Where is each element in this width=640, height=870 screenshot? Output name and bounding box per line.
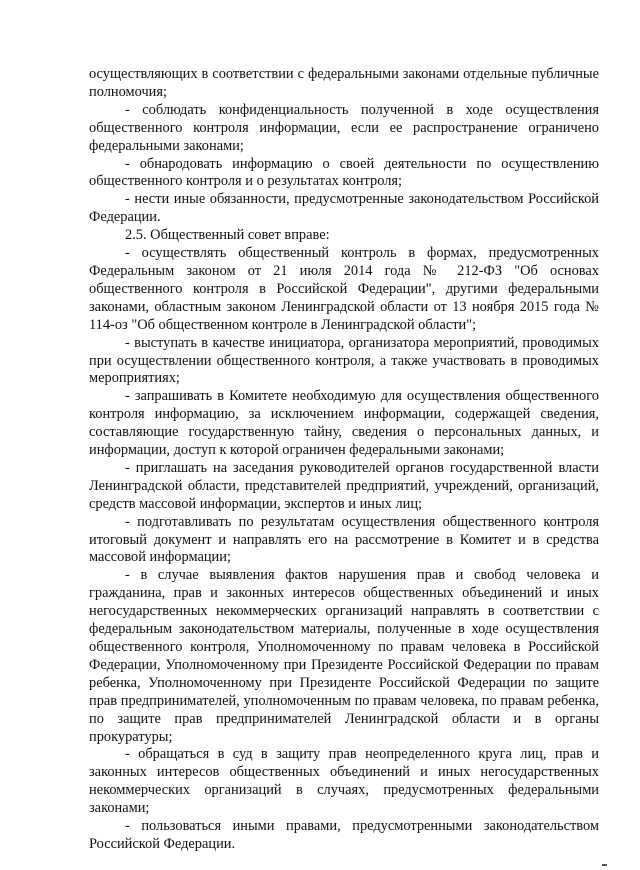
list-item-final-document: - подготавливать по результатам осуществления общественного контроля итоговый документ и направлять его на рассмотрение в Комитет и в средства массовой информации; <box>89 513 599 566</box>
list-item-public-control-forms: - осуществлять общественный контроль в формах, предусмотренных Федеральным законом от 21 июля 2014 года № 212-ФЗ "Об основах общественного контроля в Российской Федерации", другими федеральными законами, областным законом Ленинградской области от 13 ноября 2015 года № 114-оз "Об общественном контроле в Ленинградской области"; <box>89 245 599 333</box>
list-item-invite: - приглашать на заседания руководителей органов государственной власти Ленинградской области, представителей предприятий, учреждений, организаций, средств массовой информации, экспертов и иных лиц; <box>89 459 599 512</box>
list-item-other-rights: - пользоваться иными правами, предусмотренными законодательством Российской Федерации. <box>89 818 599 852</box>
list-item-confidentiality: - соблюдать конфиденциальность полученной в ходе осуществления общественного контроля информации, если ее распространение ограничено федеральными законами; <box>89 101 599 154</box>
list-item-court: - обращаться в суд в защиту прав неопределенного круга лиц, прав и законных интересов общественных объединений и иных негосударственных некоммерческих организаций в случаях, предусмотренных федеральными законами; <box>89 746 599 817</box>
list-item-other-duties: - нести иные обязанности, предусмотренные законодательством Российской Федерации. <box>89 191 599 226</box>
section-heading-2-5: 2.5. Общественный совет вправе: <box>125 227 330 244</box>
list-item-violations: - в случае выявления фактов нарушения прав и свобод человека и гражданина, прав и законных интересов общественных объединений и иных негосударственных некоммерческих организаций направлять в соответствии с федеральным законодательством материалы, полученные в ходе осуществления общественного контроля, Уполномоченному по правам человека в Российской Федерации, Уполномоченному при Президенте Российской Федерации по правам ребенка, Уполномоченному при Президенте Российской Федерации по защите прав предпринимателей, уполномоченным по правам человека, по правам ребенка, по защите прав предпринимателей Ленинградской области и в органы прокуратуры; <box>89 567 599 745</box>
document-body <box>89 66 599 854</box>
list-item-publish-information: - обнародовать информацию о своей деятельности по осуществлению общественного контроля и о результатах контроля; <box>89 155 599 190</box>
list-item-request-information: - запрашивать в Комитете необходимую для осуществления общественного контроля информацию, за исключением информации, содержащей сведения, составляющие государственную тайну, сведения о персональных данных, и информации, доступ к которой ограничен федеральными законами; <box>89 388 599 459</box>
list-item-initiator: - выступать в качестве инициатора, организатора мероприятий, проводимых при осуществлении общественного контроля, а также участвовать в проводимых мероприятиях; <box>89 334 599 387</box>
paragraph-continuation: осуществляющих в соответствии с федеральными законами отдельные публичные полномочия; <box>89 66 599 100</box>
scan-mark <box>602 864 607 866</box>
